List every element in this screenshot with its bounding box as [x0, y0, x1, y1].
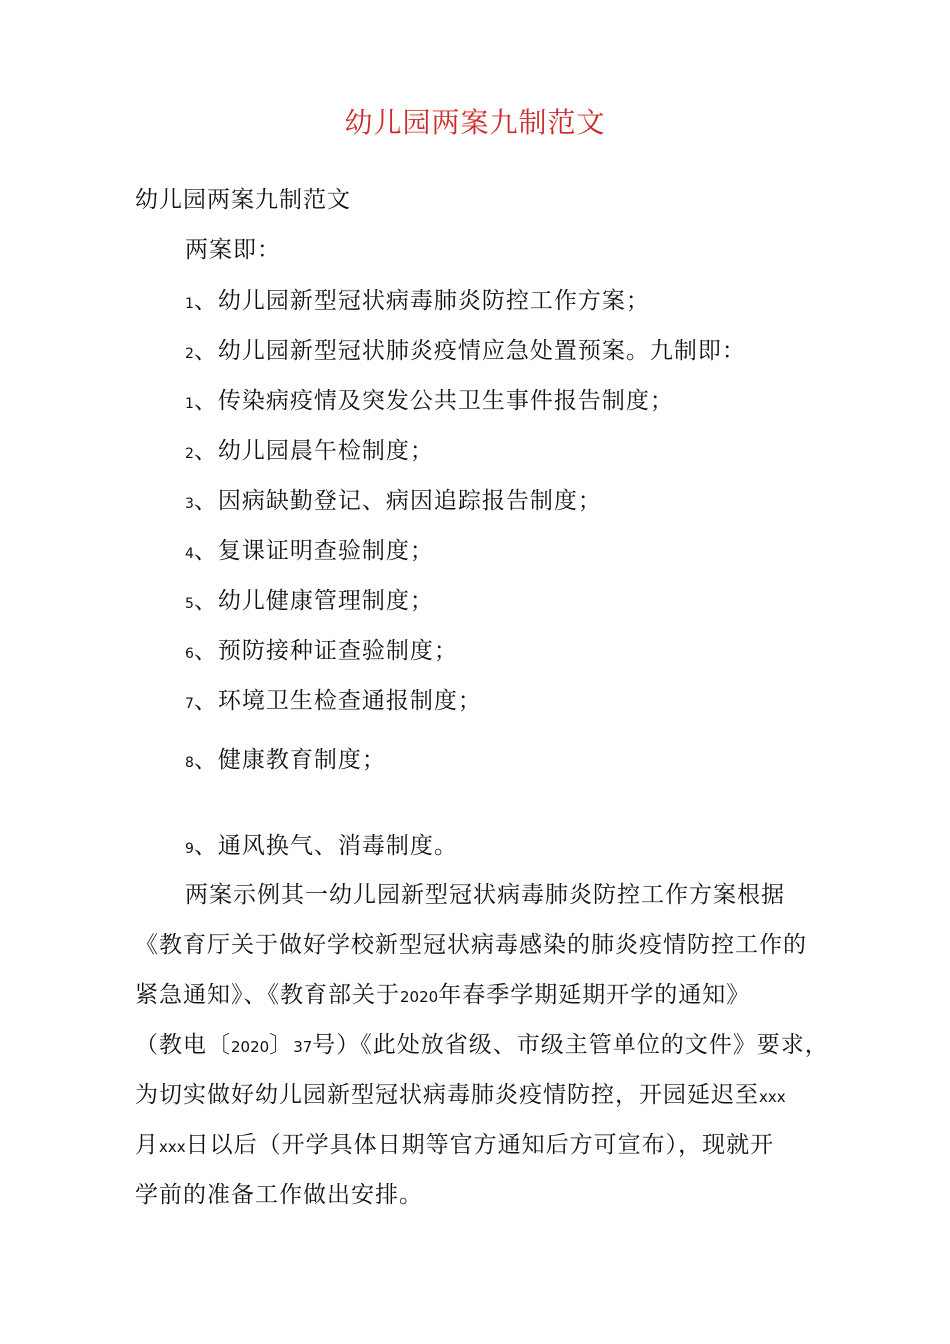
item-number: 9: [185, 841, 194, 857]
document-number: 37: [293, 1038, 313, 1056]
item-number: 7: [185, 696, 194, 712]
body-line-3: [135, 979, 750, 1013]
item-separator: 、: [193, 288, 218, 314]
body-line-4: [135, 1029, 829, 1063]
document-subtitle: 幼儿园两案九制范文: [135, 187, 351, 213]
item-separator: 、: [193, 438, 218, 464]
body-text: 为切实做好幼儿园新型冠状病毒肺炎疫情防控，开园延迟至: [135, 1082, 759, 1108]
body-text: 号）《此处放省级、市级主管单位的文件》要求，: [312, 1032, 829, 1058]
document-title: 幼儿园两案九制范文: [344, 106, 606, 139]
year-number: 2020: [400, 988, 439, 1006]
item-number: 3: [185, 496, 194, 512]
system-item: [185, 744, 386, 779]
item-separator: 、: [193, 833, 218, 859]
item-text: 环境卫生检查通报制度；: [217, 688, 482, 714]
item-text: 幼儿健康管理制度；: [217, 588, 434, 614]
item-number: 5: [185, 596, 194, 612]
body-line-5: [135, 1079, 786, 1113]
system-item: [185, 435, 434, 470]
item-number: 2: [185, 346, 194, 362]
item-number: 1: [185, 296, 194, 312]
body-text: 紧急通知》、《教育部关于: [135, 982, 400, 1008]
system-item: [185, 535, 434, 570]
item-separator: 、: [193, 638, 218, 664]
item-text: 传染病疫情及突发公共卫生事件报告制度；: [217, 388, 674, 414]
system-item: [185, 485, 602, 520]
system-item: [185, 385, 674, 420]
item-separator: 、: [193, 338, 218, 364]
system-item: [185, 685, 482, 720]
body-line-1: 两案示例其一幼儿园新型冠状病毒肺炎防控工作方案根据: [185, 882, 785, 908]
item-text: 预防接种证查验制度；: [217, 638, 458, 664]
body-line-7: 学前的准备工作做出安排。: [135, 1182, 423, 1208]
body-text: 〕: [269, 1032, 294, 1058]
item-number: 6: [185, 646, 194, 662]
system-item: [185, 830, 458, 865]
item-separator: 、: [193, 688, 218, 714]
placeholder-value: xxx: [159, 1138, 186, 1156]
body-text: 日以后（开学具体日期等官方通知后方可宣布），现就开: [185, 1132, 775, 1158]
year-number: 2020: [231, 1038, 270, 1056]
item-number: 2: [185, 446, 194, 462]
body-text: （教电〔: [135, 1032, 231, 1058]
item-separator: 、: [193, 388, 218, 414]
item-text: 通风换气、消毒制度。: [217, 833, 458, 859]
item-number: 8: [185, 755, 194, 771]
system-item: [185, 585, 434, 620]
item-text: 幼儿园新型冠状肺炎疫情应急处置预案。九制即：: [217, 338, 746, 364]
body-text: 年春季学期延期开学的通知》: [438, 982, 751, 1008]
item-text: 幼儿园晨午检制度；: [217, 438, 434, 464]
body-line-6: [135, 1129, 774, 1163]
system-item: [185, 635, 458, 670]
item-separator: 、: [193, 747, 218, 773]
item-text: 健康教育制度；: [217, 747, 386, 773]
item-text: 因病缺勤登记、病因追踪报告制度；: [217, 488, 602, 514]
item-text: 复课证明查验制度；: [217, 538, 434, 564]
item-number: 4: [185, 546, 194, 562]
placeholder-value: xxx: [759, 1088, 786, 1106]
item-separator: 、: [193, 488, 218, 514]
item-number: 1: [185, 396, 194, 412]
body-line-2: 《教育厅关于做好学校新型冠状病毒感染的肺炎疫情防控工作的: [135, 932, 807, 958]
intro-line: 两案即：: [185, 237, 281, 263]
item-separator: 、: [193, 538, 218, 564]
item-separator: 、: [193, 588, 218, 614]
plan-item: [185, 335, 746, 370]
plan-item: [185, 285, 650, 320]
body-text: 月: [135, 1132, 159, 1158]
item-text: 幼儿园新型冠状病毒肺炎防控工作方案；: [217, 288, 650, 314]
